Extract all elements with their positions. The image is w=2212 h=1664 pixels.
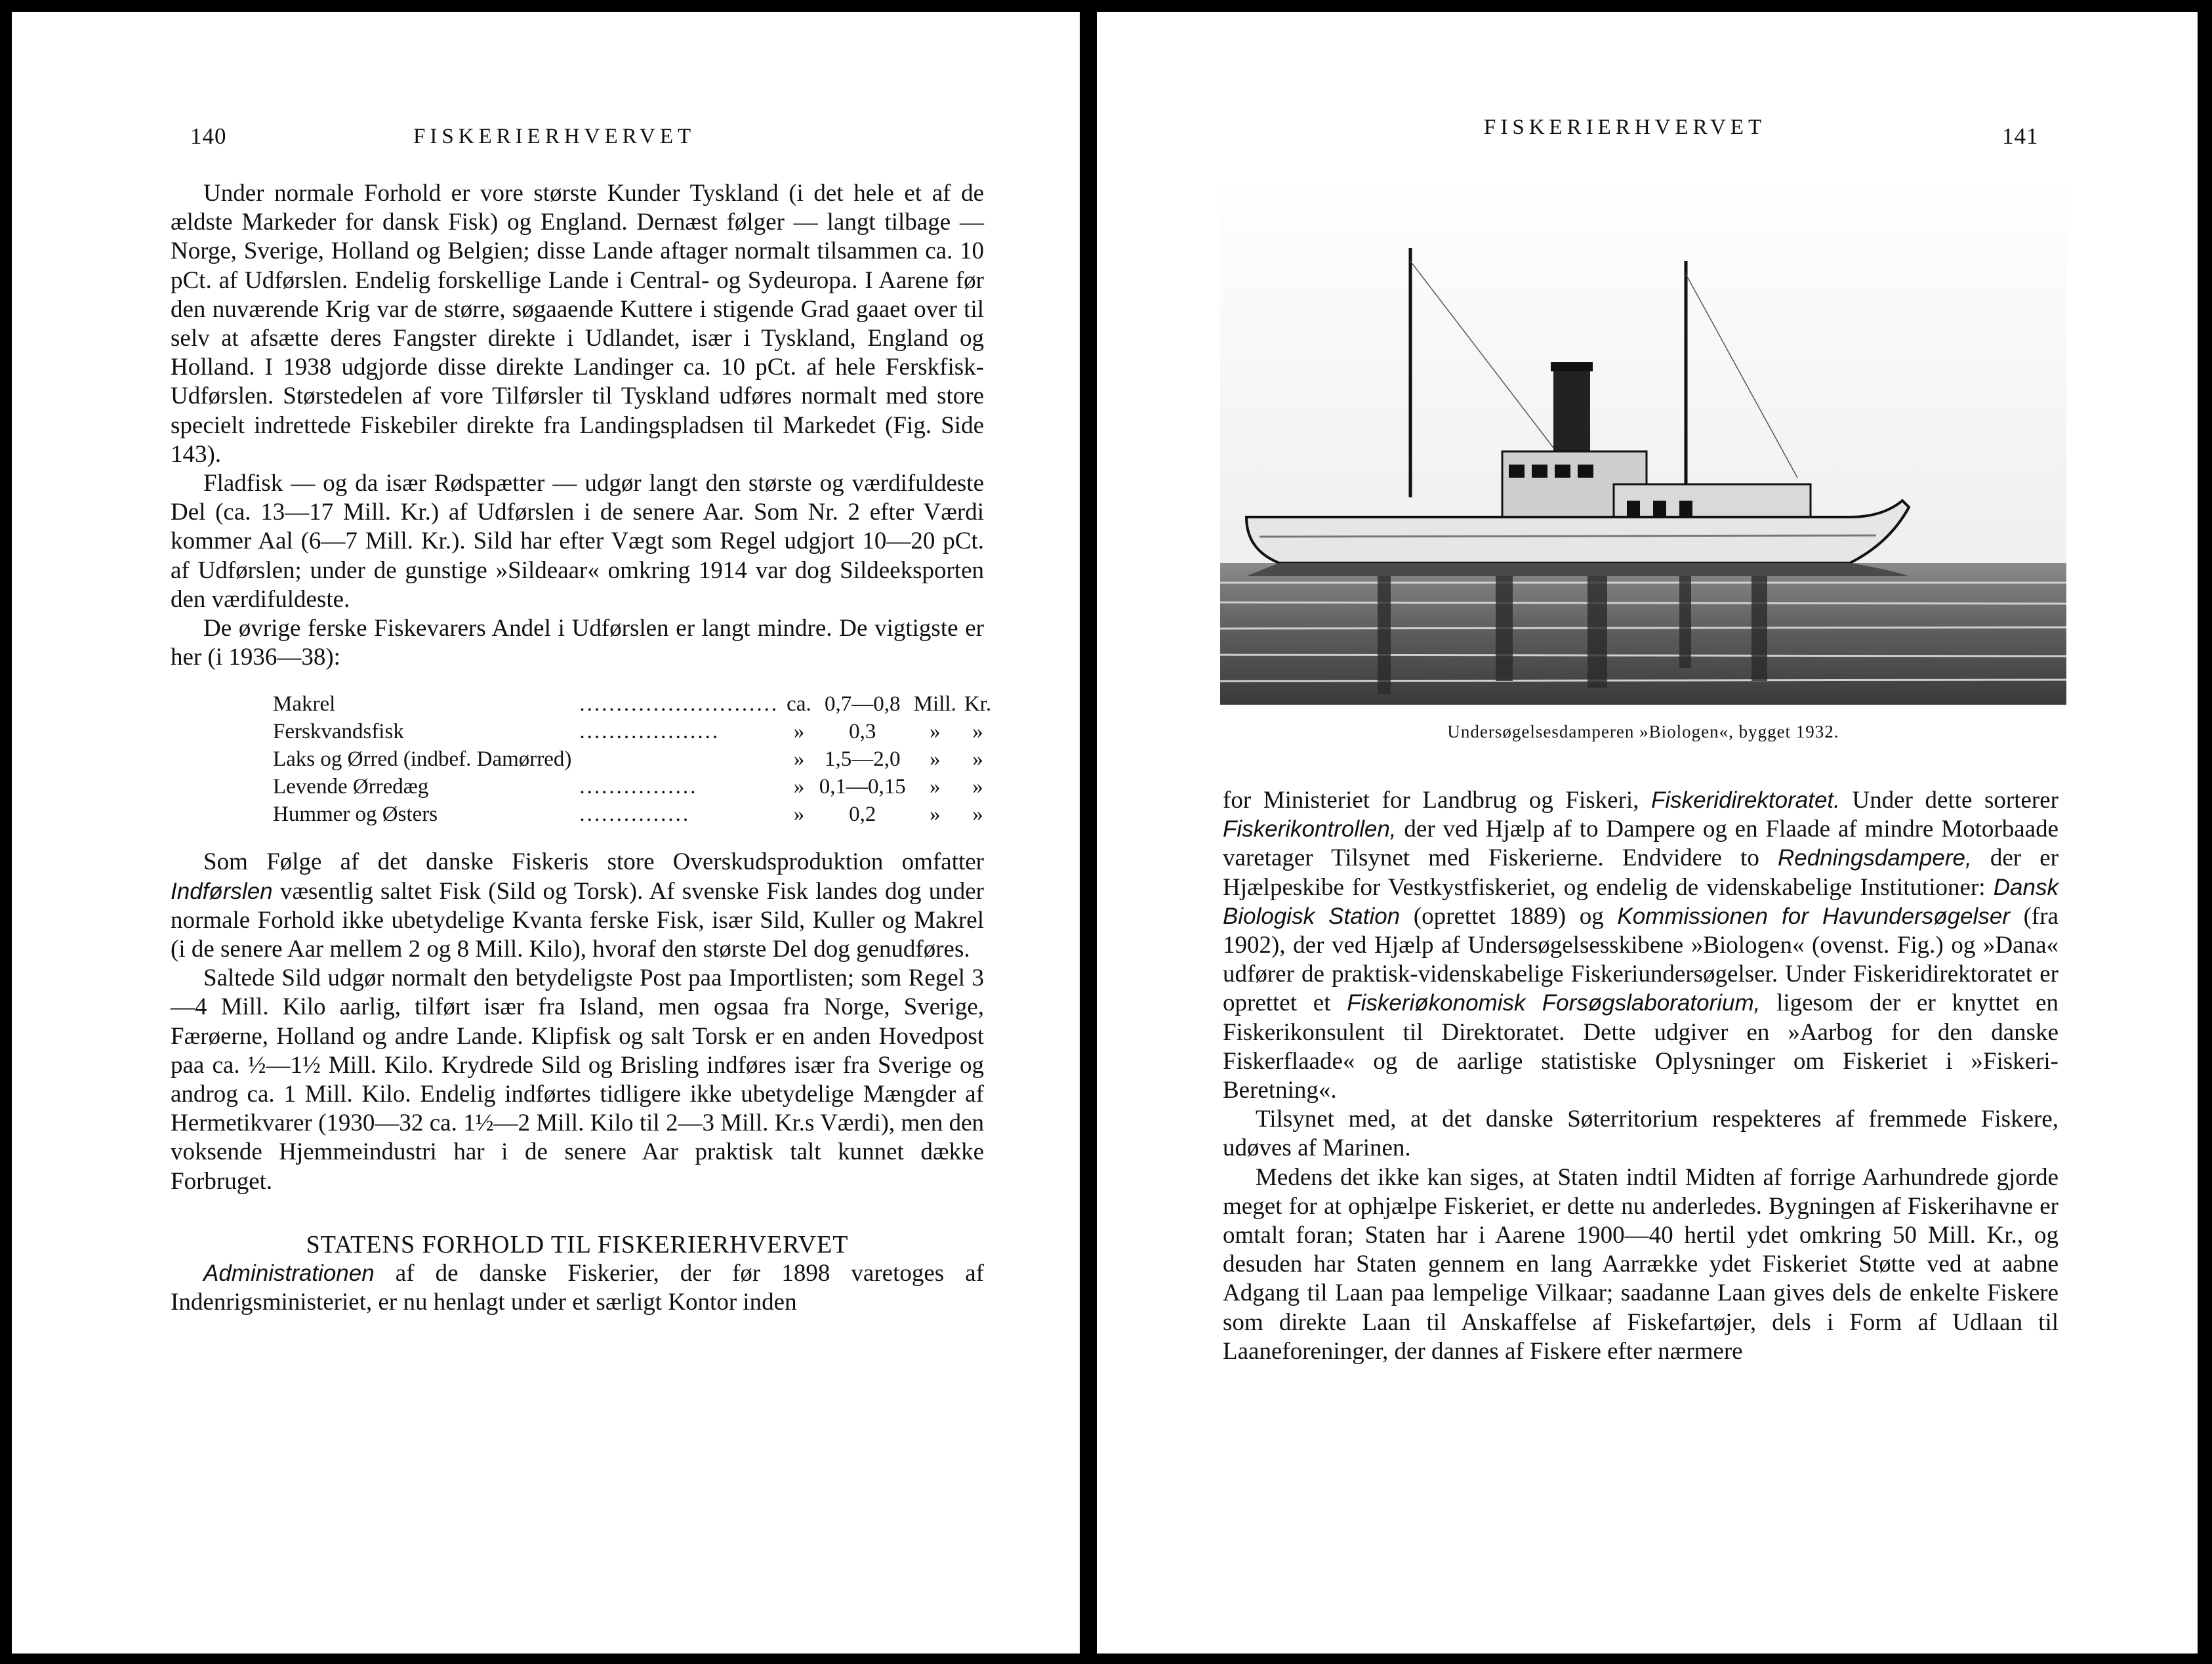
paragraph: Medens det ikke kan siges, at Staten indtil Midten af forrige Aarhundrede gjorde meget for at ophjælpe Fiskeriet, er dette nu anderledes. Bygningen af Fiskerihavne er omtalt foran; Staten har i Aarene 1900—40 hertil ydet omkring 50 Mill. Kr., og desuden har Staten gennem en lang Aarrække ydet Fiskeriet Støtte ved at aabne Adgang til Laan paa lempelige Vilkaar; saadanne Laan gives dels de enkelte Fiskere som direkte Laan til Anskaffelse af Fiskefartøjer, dels i Form af Udlaan til Laaneforeninger, der dannes af Fiskere efter nærmere [1223, 1163, 2058, 1365]
left-page [12, 12, 1080, 1654]
row-unit2: » [972, 747, 983, 772]
row-unit2: » [972, 720, 983, 744]
fish-name: Ferskvandsfisk [273, 720, 404, 744]
running-head: FISKERIERHVERVET [413, 125, 696, 148]
paragraph: Som Følge af det danske Fiskeris store Overskudsproduktion omfatter Indførslen væsentlig saltet Fisk (Sild og Torsk). Af svenske Fisk landes dog under normale Forhold ikke ubetydelige Kvanta ferske Fisk, især Sild, Kuller og Makrel (i de senere Aar mellem 2 og 8 Mill. Kilo), hvoraf den største Del dog genudføres. [171, 848, 984, 963]
fish-name: Makrel [273, 692, 336, 717]
term: Fiskeriøkonomisk Forsøgslaboratorium, [1347, 990, 1761, 1016]
table-row [269, 801, 995, 828]
figure-caption: Undersøgelsesdamperen »Biologen«, bygget 1932. [1447, 722, 1839, 741]
table-row [269, 690, 995, 718]
row-unit: » [930, 775, 941, 799]
ship-photograph [1220, 176, 2066, 705]
term: Dansk Biologisk Station [1223, 874, 2058, 929]
leader-dots: ............... [579, 802, 691, 827]
paragraph: for Ministeriet for Landbrug og Fiskeri, Fiskeridirektoratet. Under dette sorterer Fiskerikontrollen, der ved Hjælp af to Dampere og en Flaade af mindre Motorbaade varetager Tilsynet med Fiskerierne. Endvidere to Redningsdampere, der er Hjælpeskibe for Vestkystfiskeriet, og endelig de videnskabelige Institutioner: Dansk Biologisk Station (oprettet 1889) og Kommissionen for Havundersøgelser (fra 1902), der ved Hjælp af Undersøgelsesskibene »Biologen« (ovenst. Fig.) og »Dana« udfører de praktisk-videnskabelige Fiskeriundersøgelser. Under Fiskeridirektoratet er oprettet et Fiskeriøkonomisk Forsøgslaboratorium, ligesom der er knyttet en Fiskerikonsulent til Direktoratet. Dette udgiver en »Aarbog for den danske Fiskerflaade« og de aarlige statistiske Oplysninger om Fiskeriet i »Fiskeri-Beretning«. [1223, 787, 2058, 1104]
term: Redningsdampere, [1777, 845, 1972, 871]
running-head: FISKERIERHVERVET [1484, 115, 1767, 139]
paragraph: Tilsynet med, at det danske Søterritorium respekteres af fremmede Fiskere, udøves af Marinen. [1223, 1106, 2058, 1162]
row-unit: » [930, 720, 941, 744]
row-unit: » [930, 747, 941, 772]
row-prefix: » [793, 802, 805, 827]
row-unit2: » [972, 802, 983, 827]
row-unit2: » [972, 775, 983, 799]
term-administrationen: Administrationen [203, 1260, 375, 1287]
leader-dots: ................... [579, 720, 720, 744]
fish-name: Levende Ørredæg [273, 775, 429, 799]
paragraph: De øvrige ferske Fiskevarers Andel i Udførslen er langt mindre. De vigtigste er her (i 1936—38): [171, 615, 984, 671]
row-prefix: ca. [787, 692, 811, 717]
right-page [1097, 12, 2198, 1654]
paragraph: Fladfisk — og da især Rødspætter — udgør langt den største og værdifuldeste Del (ca. 13—17 Mill. Kr.) af Udførslen i de senere Aar. Som Nr. 2 efter Værdi kommer Aal (6—7 Mill. Kr.). Sild har efter Vægt som Regel udgjort 10—20 pCt. af Udførslen; under de gunstige »Sildeaar« omkring 1914 var dog Sildeeksporten den værdifuldeste. [171, 470, 984, 613]
row-value: 0,2 [849, 802, 876, 827]
term: Fiskerikontrollen, [1223, 816, 1397, 842]
paragraph: Saltede Sild udgør normalt den betydeligste Post paa Importlisten; som Regel 3—4 Mill. Kilo aarlig, tilført især fra Island, men ogsaa fra Norge, Sverige, Færøerne, Holland og andre Lande. Klipfisk og salt Torsk er en anden Hovedpost paa ca. ½—1½ Mill. Kilo. Krydrede Sild og Brisling indføres især fra Sverige og androg ca. 1 Mill. Kilo. Endelig indførtes tidligere ikke ubetydelige Mængder af Hermetikvarer (1930—32 ca. 1½—2 Mill. Kilo til 2—3 Mill. Kr.s Værdi), men den voksende Hjemmeindustri har i de senere Aar praktisk talt kunnet dække Forbruget. [171, 965, 984, 1195]
fish-name: Laks og Ørred (indbef. Damørred) [273, 747, 572, 772]
row-value: 0,3 [849, 720, 876, 744]
export-table [269, 690, 995, 828]
row-unit: Mill. [913, 692, 956, 717]
text-column [171, 179, 992, 1318]
row-unit2: Kr. [964, 692, 992, 717]
leader-dots [575, 745, 783, 773]
table-row [269, 745, 995, 773]
table-row [269, 718, 995, 745]
section-heading: STATENS FORHOLD TIL FISKERIERHVERVET [306, 1230, 849, 1258]
row-prefix: » [793, 775, 805, 799]
term-indforslen: Indførslen [171, 878, 273, 904]
term: Kommissionen for Havundersøgelser [1617, 903, 2010, 929]
paragraph: Administrationen af de danske Fiskerier, der før 1898 varetoges af Indenrigsministeriet, er nu henlagt under et særligt Kontor inden [171, 1260, 984, 1316]
row-value: 0,7—0,8 [824, 692, 901, 717]
text-column [1223, 786, 2058, 1366]
leader-dots: ........................... [579, 692, 779, 717]
row-unit: » [930, 802, 941, 827]
row-value: 1,5—2,0 [824, 747, 901, 772]
row-value: 0,1—0,15 [819, 775, 906, 799]
term: Fiskeridirektoratet. [1651, 787, 1840, 813]
row-prefix: » [793, 720, 805, 744]
table-row [269, 773, 995, 801]
page-number: 141 [2002, 123, 2039, 149]
leader-dots: ................ [579, 775, 698, 799]
row-prefix: » [793, 747, 805, 772]
ship-illustration [1220, 176, 2066, 705]
page-number: 140 [190, 123, 227, 149]
fish-name: Hummer og Østers [273, 802, 438, 827]
paragraph: Under normale Forhold er vore største Kunder Tyskland (i det hele et af de ældste Markeder for dansk Fisk) og England. Dernæst følger — langt tilbage — Norge, Sverige, Holland og Belgien; disse Lande aftager normalt tilsammen ca. 10 pCt. af Udførslen. Endelig forskellige Lande i Central- og Sydeuropa. I Aarene før den nuværende Krig var de større, søgaaende Kuttere i stigende Grad gaaet over til selv at afsætte deres Fangster direkte i Udlandet, især i Tyskland, England og Holland. I 1938 udgjorde disse direkte Landinger ca. 10 pCt. af hele Ferskfisk-Udførslen. Størstedelen af vore Tilførsler til Tyskland udføres normalt med store specielt indrettede Fiskebiler direkte fra Landingspladsen til Markedet (Fig. Side 143). [171, 180, 984, 468]
